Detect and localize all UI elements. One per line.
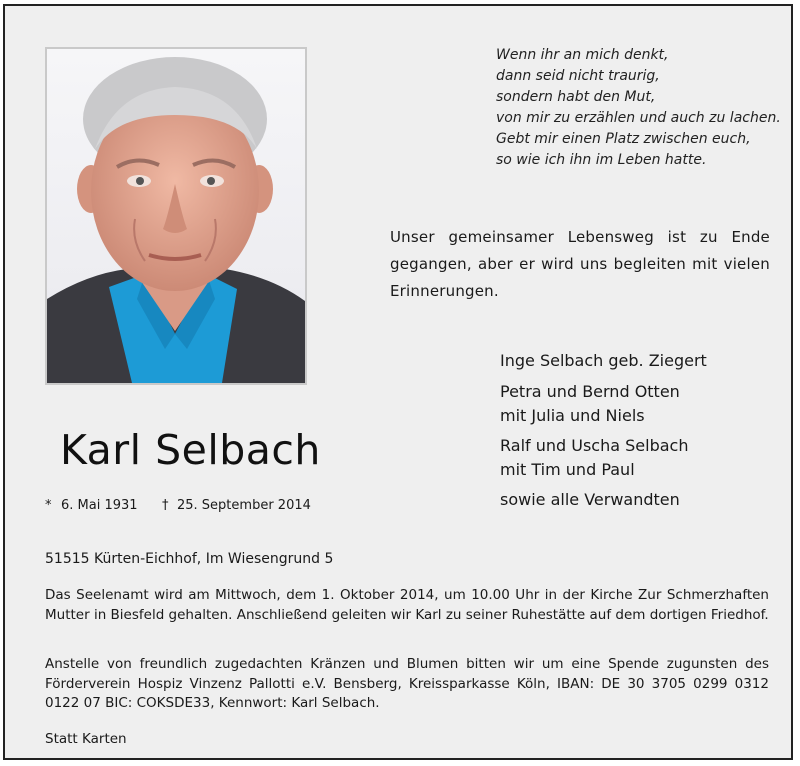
poem-line: Gebt mir einen Platz zwischen euch, xyxy=(496,131,751,147)
birth-date: 6. Mai 1931 xyxy=(61,498,138,513)
family-line: Inge Selbach geb. Ziegert xyxy=(500,351,707,370)
memorial-quote: Unser gemeinsamer Lebensweg ist zu Ende gegangen, aber er wird uns begleiten mit vielen Erinnerungen. xyxy=(390,228,770,300)
poem xyxy=(496,45,786,171)
poem-line: dann seid nicht traurig, xyxy=(496,68,660,84)
family-line: mit Tim und Paul xyxy=(500,460,635,479)
portrait-photo xyxy=(45,47,307,385)
service-info: Das Seelenamt wird am Mittwoch, dem 1. Oktober 2014, um 10.00 Uhr in der Kirche Zur Schmerzhaften Mutter in Biesfeld gehalten. Anschließend geleiten wir Karl zu seiner Ruhestätte auf dem dortigen Friedhof. xyxy=(45,587,769,623)
address: 51515 Kürten-Eichhof, Im Wiesengrund 5 xyxy=(45,551,334,567)
family-line: mit Julia und Niels xyxy=(500,406,645,425)
death-date: 25. September 2014 xyxy=(177,498,311,513)
birth-symbol: * xyxy=(45,498,52,513)
family-line: Petra und Bernd Otten xyxy=(500,382,680,401)
poem-line: so wie ich ihn im Leben hatte. xyxy=(496,152,707,168)
family-line: Ralf und Uscha Selbach xyxy=(500,436,689,455)
poem-line: Wenn ihr an mich denkt, xyxy=(496,47,669,63)
obituary-card xyxy=(3,4,793,760)
death-symbol: † xyxy=(162,498,169,513)
donation-info: Anstelle von freundlich zugedachten Kränzen und Blumen bitten wir um eine Spende zugunsten des Förderverein Hospiz Vinzenz Pallotti e.V. Bensberg, Kreissparkasse Köln, IBAN: DE 30 3705 0299 0312 0122 07 BIC: COKSDE33, Kennwort: Karl Selbach. xyxy=(45,656,769,711)
family-line: sowie alle Verwandten xyxy=(500,490,680,509)
footer-note: Statt Karten xyxy=(45,731,127,747)
poem-line: sondern habt den Mut, xyxy=(496,89,656,105)
deceased-name: Karl Selbach xyxy=(60,426,321,474)
poem-line: von mir zu erzählen und auch zu lachen. xyxy=(496,110,781,126)
